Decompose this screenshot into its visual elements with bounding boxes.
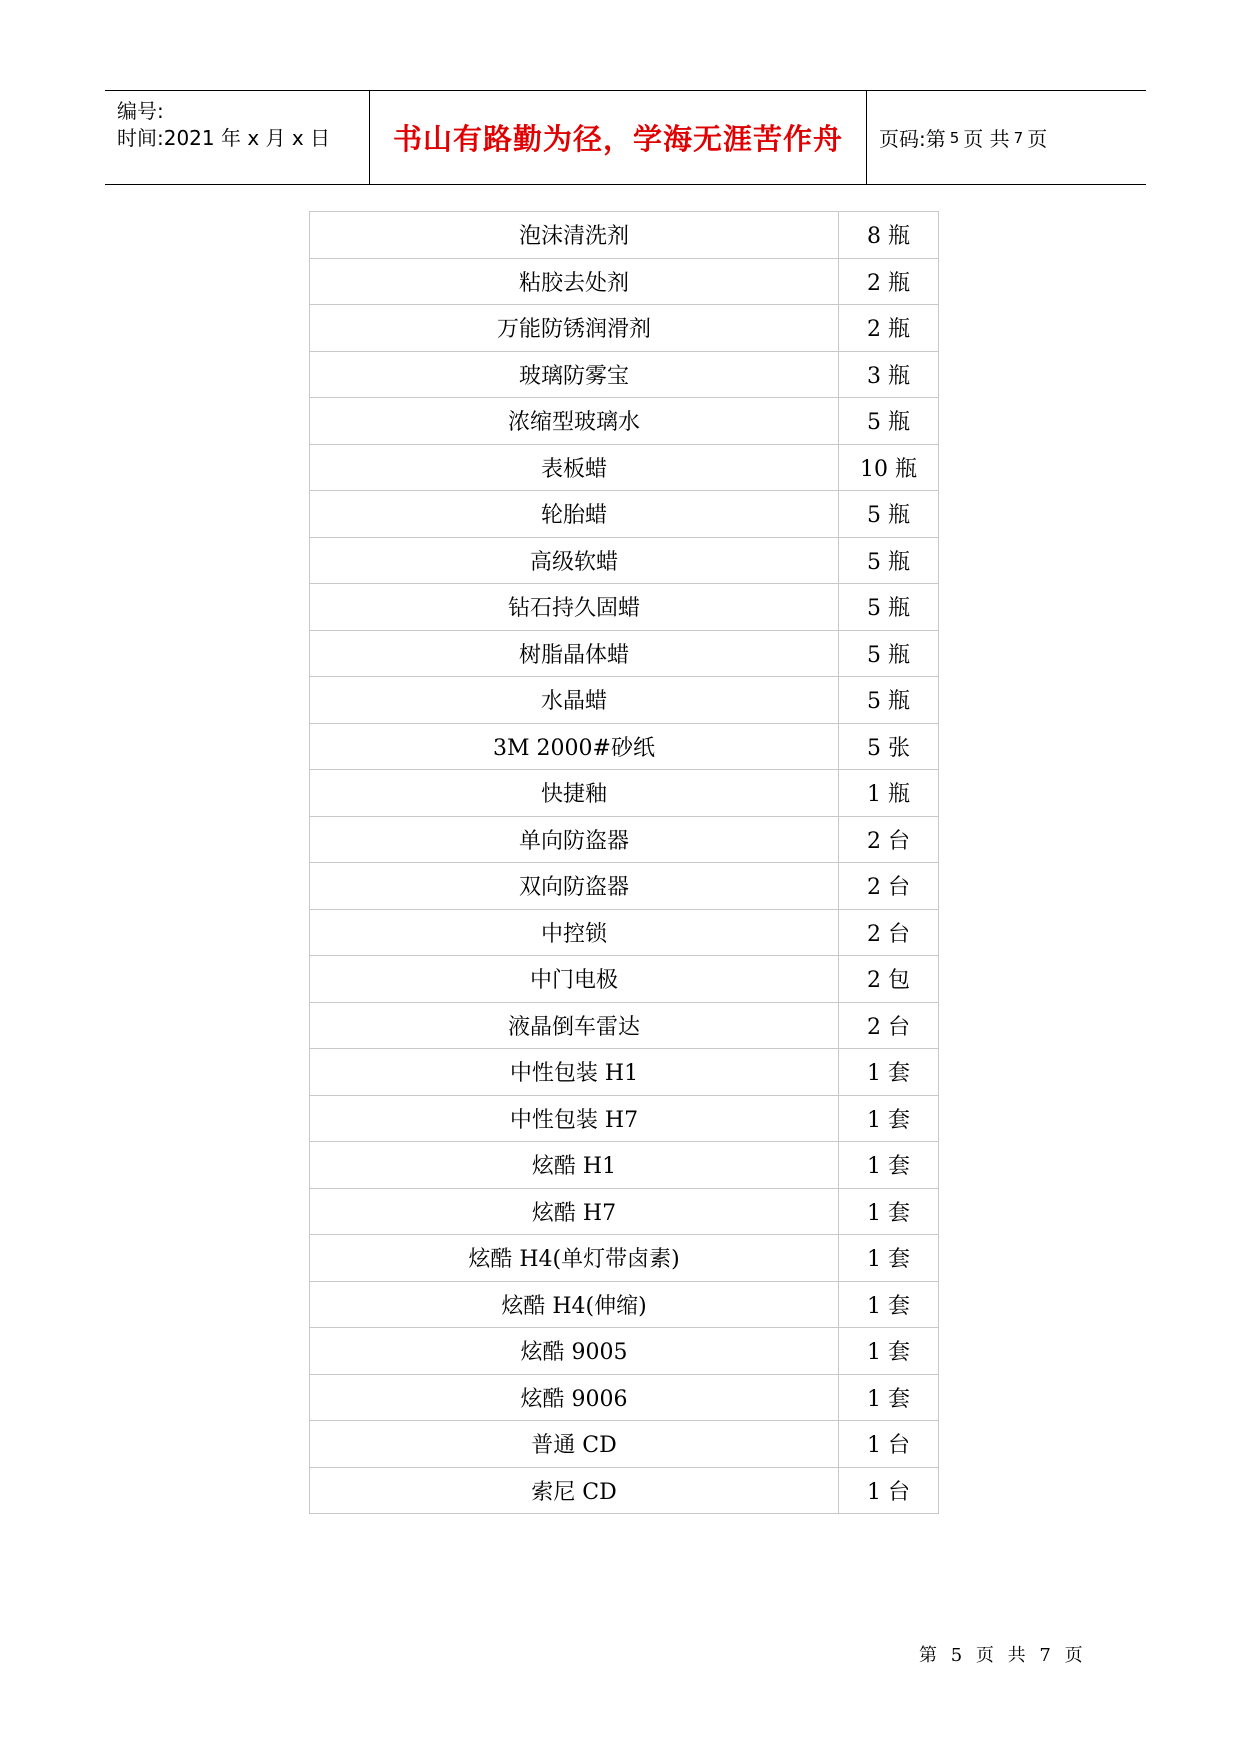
footer-t2: 页	[975, 1645, 995, 1666]
item-name-cell: 炫酷 H1	[310, 1142, 839, 1189]
item-name-cell: 炫酷 9006	[310, 1374, 839, 1421]
item-name-cell: 高级软蜡	[310, 537, 839, 584]
item-name-cell: 单向防盗器	[310, 816, 839, 863]
item-quantity-cell: 1 瓶	[839, 770, 939, 817]
item-name-cell: 泡沫清洗剂	[310, 212, 839, 259]
page-code-mid: 页 共	[963, 127, 1010, 151]
table-row	[310, 1002, 939, 1049]
item-quantity-cell: 5 瓶	[839, 537, 939, 584]
item-quantity-cell: 1 套	[839, 1095, 939, 1142]
item-name-cell: 钻石持久固蜡	[310, 584, 839, 631]
item-quantity-cell: 1 套	[839, 1374, 939, 1421]
item-quantity-cell: 1 套	[839, 1188, 939, 1235]
item-name-cell: 中门电极	[310, 956, 839, 1003]
item-name-cell: 玻璃防雾宝	[310, 351, 839, 398]
table-row	[310, 1467, 939, 1514]
item-quantity-cell: 2 台	[839, 909, 939, 956]
item-quantity-cell: 5 瓶	[839, 677, 939, 724]
item-name-cell: 粘胶去处剂	[310, 258, 839, 305]
item-name-cell: 炫酷 H7	[310, 1188, 839, 1235]
table-row	[310, 444, 939, 491]
footer-t4: 页	[1064, 1645, 1084, 1666]
item-name-cell: 炫酷 9005	[310, 1328, 839, 1375]
item-name-cell: 浓缩型玻璃水	[310, 398, 839, 445]
items-table-body	[310, 212, 939, 1514]
motto-text: 书山有路勤为径，学海无涯苦作舟	[392, 122, 843, 156]
item-name-cell: 表板蜡	[310, 444, 839, 491]
item-name-cell: 万能防锈润滑剂	[310, 305, 839, 352]
table-row	[310, 584, 939, 631]
item-name-cell: 3M 2000#砂纸	[310, 723, 839, 770]
item-quantity-cell: 1 套	[839, 1328, 939, 1375]
item-name-cell: 中控锁	[310, 909, 839, 956]
table-row	[310, 398, 939, 445]
table-row	[310, 1142, 939, 1189]
item-name-cell: 中性包装 H1	[310, 1049, 839, 1096]
table-row	[310, 1049, 939, 1096]
item-name-cell: 液晶倒车雷达	[310, 1002, 839, 1049]
item-name-cell: 中性包装 H7	[310, 1095, 839, 1142]
table-row	[310, 1374, 939, 1421]
table-row	[310, 863, 939, 910]
header-left-cell	[105, 91, 369, 184]
item-quantity-cell: 2 台	[839, 816, 939, 863]
item-name-cell: 炫酷 H4(伸缩)	[310, 1281, 839, 1328]
item-name-cell: 普通 CD	[310, 1421, 839, 1468]
item-quantity-cell: 3 瓶	[839, 351, 939, 398]
item-name-cell: 双向防盗器	[310, 863, 839, 910]
table-row	[310, 956, 939, 1003]
table-row	[310, 305, 939, 352]
item-quantity-cell: 1 套	[839, 1049, 939, 1096]
footer-page-number: 5	[950, 1645, 964, 1666]
item-name-cell: 炫酷 H4(单灯带卤素)	[310, 1235, 839, 1282]
item-quantity-cell: 8 瓶	[839, 212, 939, 259]
footer-t1: 第	[919, 1645, 938, 1666]
table-row	[310, 351, 939, 398]
item-quantity-cell: 5 瓶	[839, 584, 939, 631]
table-row	[310, 212, 939, 259]
item-quantity-cell: 2 瓶	[839, 305, 939, 352]
item-quantity-cell: 1 套	[839, 1142, 939, 1189]
time-label: 时间:2021 年 x 月 x 日	[117, 126, 331, 150]
item-quantity-cell: 1 套	[839, 1281, 939, 1328]
items-table	[309, 211, 939, 1514]
item-name-cell: 轮胎蜡	[310, 491, 839, 538]
table-row	[310, 1421, 939, 1468]
item-quantity-cell: 5 瓶	[839, 491, 939, 538]
table-row	[310, 1328, 939, 1375]
item-quantity-cell: 5 张	[839, 723, 939, 770]
serial-label: 编号:	[117, 99, 164, 123]
header-right-cell	[867, 91, 1146, 184]
item-name-cell: 快捷釉	[310, 770, 839, 817]
page-code-total: 7	[1013, 128, 1024, 147]
table-row	[310, 1188, 939, 1235]
table-row	[310, 816, 939, 863]
page-code-number: 5	[949, 128, 960, 147]
footer-t3: 共	[1007, 1645, 1027, 1666]
item-quantity-cell: 1 台	[839, 1467, 939, 1514]
item-quantity-cell: 2 台	[839, 863, 939, 910]
table-row	[310, 909, 939, 956]
item-name-cell: 水晶蜡	[310, 677, 839, 724]
item-quantity-cell: 5 瓶	[839, 630, 939, 677]
item-name-cell: 树脂晶体蜡	[310, 630, 839, 677]
page-code-prefix: 页码:第	[879, 127, 946, 151]
item-quantity-cell: 1 套	[839, 1235, 939, 1282]
item-quantity-cell: 5 瓶	[839, 398, 939, 445]
item-quantity-cell: 10 瓶	[839, 444, 939, 491]
table-row	[310, 491, 939, 538]
item-quantity-cell: 2 台	[839, 1002, 939, 1049]
page-header	[105, 90, 1146, 185]
item-quantity-cell: 2 包	[839, 956, 939, 1003]
item-quantity-cell: 2 瓶	[839, 258, 939, 305]
table-row	[310, 258, 939, 305]
page-footer	[919, 1641, 1090, 1667]
table-row	[310, 630, 939, 677]
page-code	[879, 91, 1047, 184]
table-row	[310, 1095, 939, 1142]
item-quantity-cell: 1 台	[839, 1421, 939, 1468]
table-row	[310, 723, 939, 770]
table-row	[310, 677, 939, 724]
item-name-cell: 索尼 CD	[310, 1467, 839, 1514]
table-row	[310, 1281, 939, 1328]
page-code-suffix: 页	[1027, 127, 1048, 151]
table-row	[310, 770, 939, 817]
table-row	[310, 1235, 939, 1282]
table-row	[310, 537, 939, 584]
footer-page-total: 7	[1039, 1645, 1052, 1666]
header-middle-cell	[369, 91, 867, 184]
